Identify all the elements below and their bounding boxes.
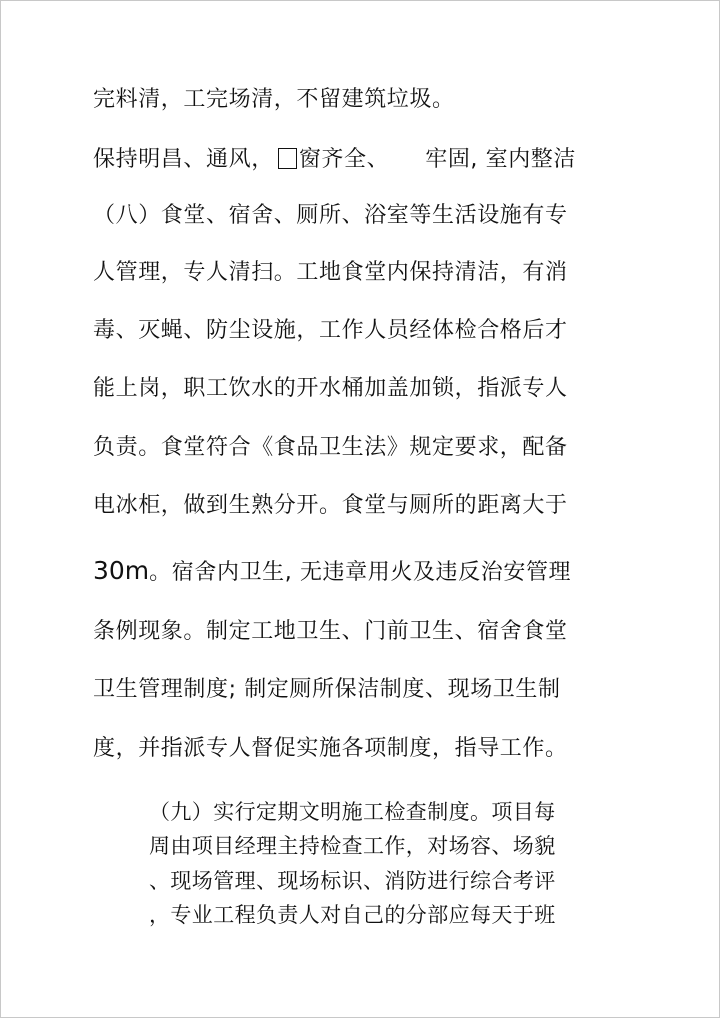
text-fragment: 牢固, 室内整洁: [425, 147, 577, 172]
text-line: 周由项目经理主持检查工作，对场容、场貌: [149, 834, 556, 858]
text-line: 卫生管理制度; 制定厕所保洁制度、现场卫生制: [93, 677, 561, 702]
empty-box-symbol: [278, 148, 297, 169]
text-line: 能上岗，职工饮水的开水桶加盖加锁，指派专人: [93, 376, 568, 401]
measurement-value: 30m: [93, 556, 150, 585]
text-line: （九）实行定期文明施工检查制度。项目每: [149, 800, 556, 824]
text-line: 毒、灭蝇、防尘设施，工作人员经体检合格后才: [93, 318, 568, 343]
text-fragment: 窗齐全、: [298, 147, 390, 172]
text-line: [93, 146, 576, 174]
text-fragment: 。宿舍内卫生, 无违章用火及违反治安管理: [149, 560, 572, 585]
text-line: 度，并指派专人督促实施各项制度，指导工作。: [93, 736, 568, 761]
text-line: ，专业工程负责人对自己的分部应每天于班: [149, 903, 556, 927]
text-line: （八）食堂、宿舍、厕所、浴室等生活设施有专: [93, 203, 568, 228]
text-line: [93, 557, 571, 587]
text-line: 电冰柜，做到生熟分开。食堂与厕所的距离大于: [93, 493, 568, 518]
text-line: 条例现象。制定工地卫生、门前卫生、宿舍食堂: [93, 619, 568, 644]
text-line: 完料清，工完场清，不留建筑垃圾。: [93, 87, 455, 112]
text-line: 负责。食堂符合《食品卫生法》规定要求，配备: [93, 435, 568, 460]
text-line: 、现场管理、现场标识、消防进行综合考评: [149, 869, 556, 893]
text-fragment: 保持明昌、通风，: [93, 147, 274, 172]
text-line: 人管理，专人清扫。工地食堂内保持清洁，有消: [93, 260, 568, 285]
